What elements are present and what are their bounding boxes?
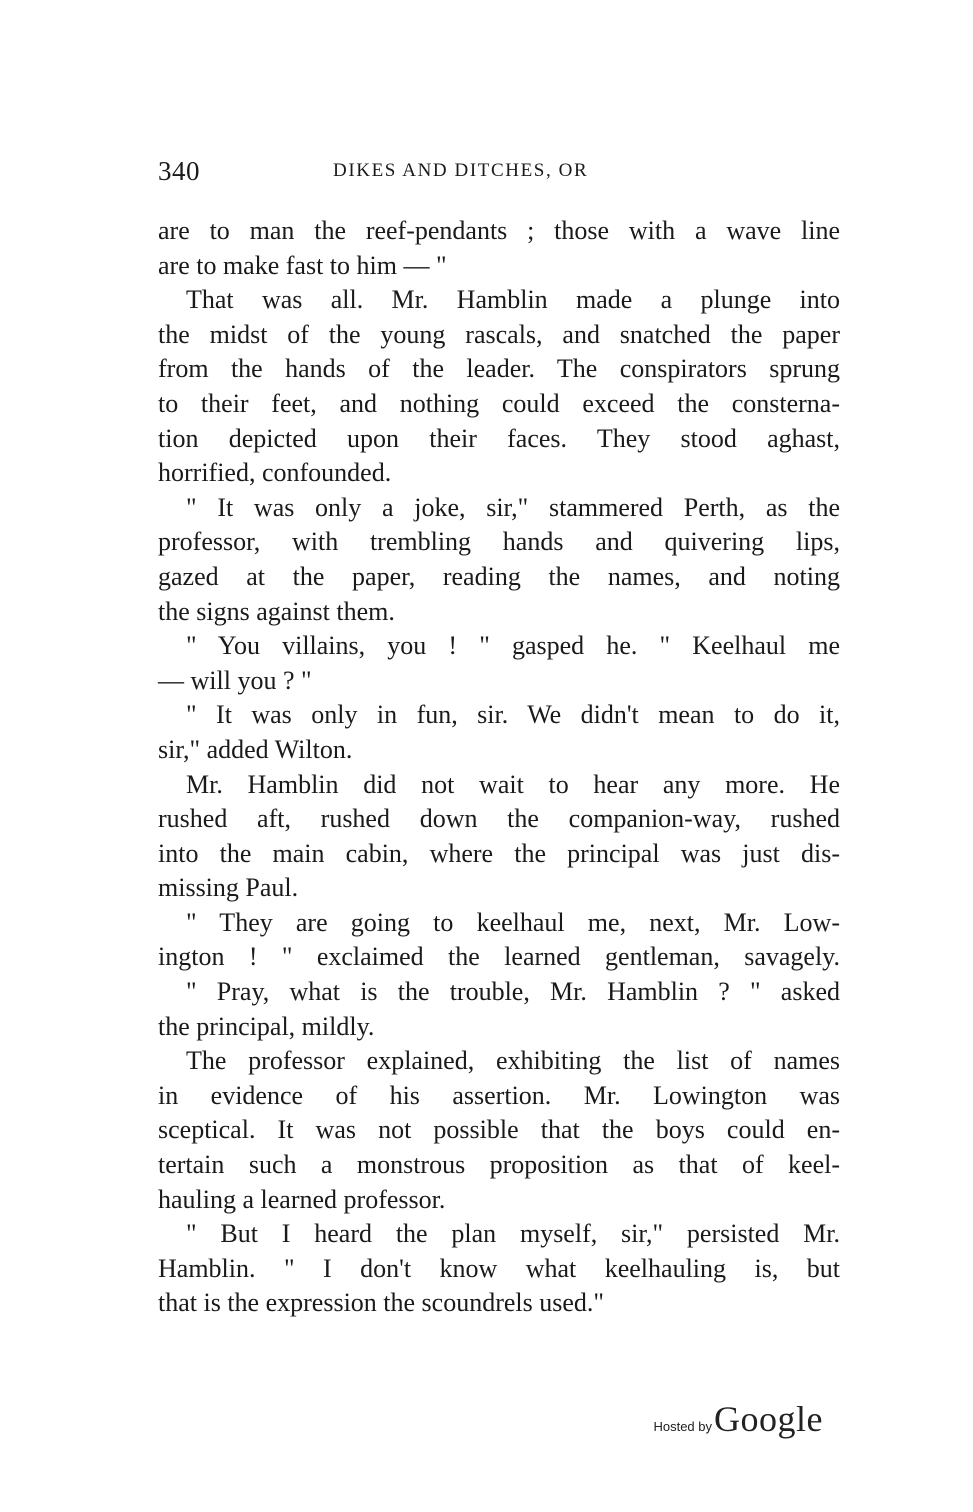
text-line: to their feet, and nothing could exceed the consterna- <box>158 388 840 418</box>
text-line: " You villains, you ! " gasped he. " Keelhaul me <box>186 631 840 661</box>
text-line: horrified, confounded. <box>158 458 392 488</box>
text-line: — will you ? " <box>158 665 312 695</box>
text-line: sceptical. It was not possible that the boys could en- <box>158 1115 840 1145</box>
text-line: " Pray, what is the trouble, Mr. Hamblin ? " asked <box>186 977 840 1007</box>
hosted-by-label: Hosted by <box>653 1419 713 1434</box>
text-line: tertain such a monstrous proposition as that of keel- <box>158 1150 840 1180</box>
text-line: from the hands of the leader. The conspirators sprung <box>158 354 840 384</box>
text-line: the principal, mildly. <box>158 1011 375 1041</box>
text-line: tion depicted upon their faces. They stood aghast, <box>158 423 840 453</box>
text-line: rushed aft, rushed down the companion-way, rushed <box>158 804 840 834</box>
text-line: the midst of the young rascals, and snatched the paper <box>158 319 840 349</box>
text-line: missing Paul. <box>158 873 299 903</box>
text-line: professor, with trembling hands and quivering lips, <box>158 527 840 557</box>
text-line: That was all. Mr. Hamblin made a plunge into <box>186 285 840 315</box>
text-line: gazed at the paper, reading the names, and noting <box>158 561 840 591</box>
text-line: ington ! " exclaimed the learned gentleman, savagely. <box>158 942 840 972</box>
text-line: " They are going to keelhaul me, next, Mr. Low- <box>186 907 840 937</box>
hosted-by-google-logo <box>653 1398 823 1438</box>
text-line: " But I heard the plan myself, sir," persisted Mr. <box>186 1219 840 1249</box>
text-line: are to man the reef-pendants ; those with a wave line <box>158 216 840 245</box>
text-line: Hamblin. " I don't know what keelhauling is, but <box>158 1253 840 1283</box>
text-line: sir," added Wilton. <box>158 734 353 764</box>
body-text <box>158 214 840 1321</box>
text-line: are to make fast to him — " <box>158 250 447 280</box>
page-header <box>158 156 838 192</box>
text-line: into the main cabin, where the principal was just dis- <box>158 838 840 868</box>
google-logo-text: Google <box>714 1399 823 1439</box>
text-line: hauling a learned professor. <box>158 1184 446 1214</box>
page-number: 340 <box>158 156 200 186</box>
text-line: the signs against them. <box>158 596 395 626</box>
text-line: The professor explained, exhibiting the list of names <box>186 1046 840 1076</box>
text-line: " It was only in fun, sir. We didn't mean to do it, <box>186 700 840 730</box>
running-head: DIKES AND DITCHES, OR <box>333 160 589 181</box>
text-line: Mr. Hamblin did not wait to hear any more. He <box>186 769 840 799</box>
text-line: in evidence of his assertion. Mr. Lowington was <box>158 1080 840 1110</box>
text-line: " It was only a joke, sir," stammered Perth, as the <box>186 492 840 522</box>
text-line: that is the expression the scoundrels used." <box>158 1288 605 1318</box>
